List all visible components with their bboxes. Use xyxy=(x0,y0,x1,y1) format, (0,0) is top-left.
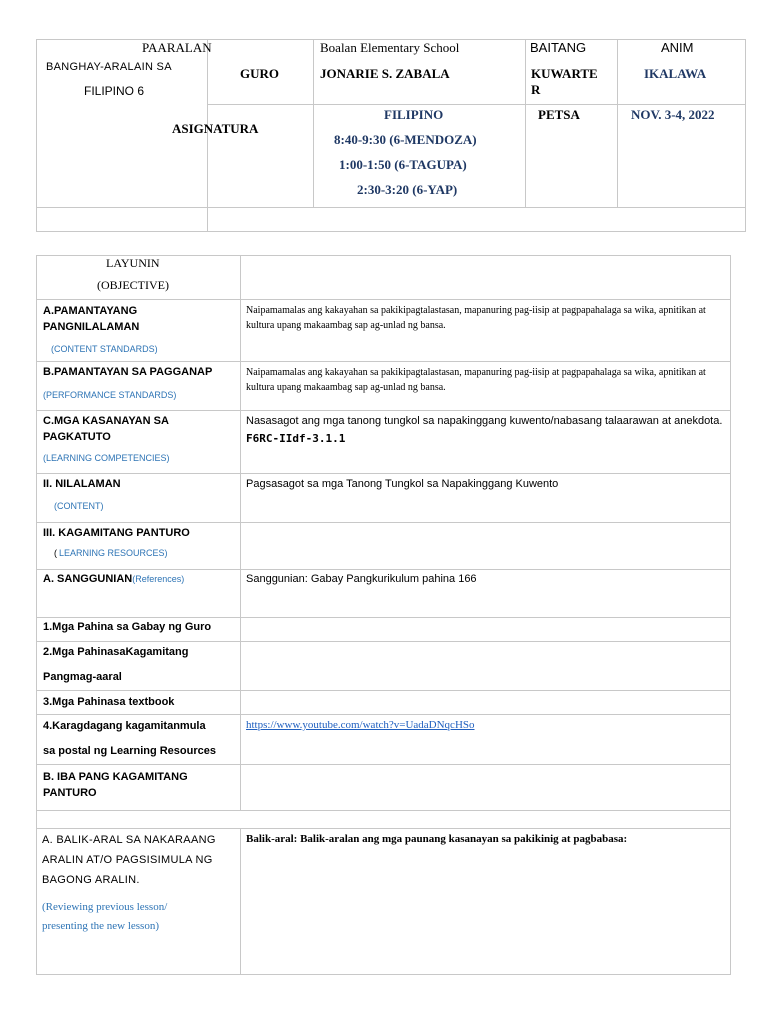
competencies-sub: (LEARNING COMPETENCIES) xyxy=(43,453,170,463)
review-sub-line: presenting the new lesson) xyxy=(42,920,159,932)
performance-standards-label: B.PAMANTAYAN SA PAGGANAP xyxy=(43,366,213,378)
schedule-item: 1:00-1:50 (6-TAGUPA) xyxy=(339,157,467,172)
youtube-link[interactable]: https://www.youtube.com/watch?v=UadaDNqcHSo xyxy=(246,719,475,731)
guro-label: GURO xyxy=(240,66,279,81)
petsa-value: NOV. 3-4, 2022 xyxy=(631,107,715,122)
kuwarter-label-wrap: R xyxy=(531,82,541,97)
sanggunian-label xyxy=(43,573,184,585)
competencies-text xyxy=(246,413,726,448)
paaralan-label: PAARALAN xyxy=(142,40,212,55)
competencies-label: C.MGA KASANAYAN SA PAGKATUTO xyxy=(43,415,169,443)
review-label-line: ARALIN AT/O PAGSISIMULA NG xyxy=(42,854,213,866)
subject-name: FILIPINO xyxy=(384,107,444,122)
baitang-label: BAITANG xyxy=(530,40,587,55)
plan-title-line2: FILIPINO 6 xyxy=(84,84,145,98)
sanggunian-label-text: A. SANGGUNIAN xyxy=(43,573,133,585)
sanggunian-text: Sanggunian: Gabay Pangkurikulum pahina 166 xyxy=(246,573,477,585)
petsa-label: PETSA xyxy=(538,107,580,122)
schedule-item: 8:40-9:30 (6-MENDOZA) xyxy=(334,132,477,147)
kagamitan-mag-aaral-label: 2.Mga PahinasaKagamitang xyxy=(43,646,189,658)
kuwarter-label: KUWARTE xyxy=(531,66,598,81)
performance-standards-sub: (PERFORMANCE STANDARDS) xyxy=(43,390,177,400)
competencies-text-body: Nasasagot ang mga tanong tungkol sa napakinggang kuwento/nabasang talaarawan at anekdota. xyxy=(246,415,723,427)
baitang-value: ANIM xyxy=(661,40,694,55)
karagdagan-label: 4.Karagdagang kagamitanmula xyxy=(43,720,206,732)
iba-pang-kagamitan-label: B. IBA PANG KAGAMITANG PANTURO xyxy=(43,771,188,799)
guro-value: JONARIE S. ZABALA xyxy=(320,66,450,81)
objective-heading-en: (OBJECTIVE) xyxy=(97,278,169,292)
competency-code: F6RC-IIdf-3.1.1 xyxy=(246,432,346,445)
textbook-label: 3.Mga Pahinasa textbook xyxy=(43,696,175,708)
sanggunian-sub: (References) xyxy=(132,574,185,584)
review-sub-line: (Reviewing previous lesson/ xyxy=(42,901,168,913)
kagamitan-sub-paren: ( xyxy=(54,548,57,558)
objective-heading: LAYUNIN xyxy=(106,256,160,270)
review-label-line: A. BALIK-ARAL SA NAKARAANG xyxy=(42,834,216,846)
gabay-guro-label: 1.Mga Pahina sa Gabay ng Guro xyxy=(43,621,212,633)
school-name: Boalan Elementary School xyxy=(320,40,460,55)
nilalaman-text: Pagsasagot sa mga Tanong Tungkol sa Napakinggang Kuwento xyxy=(246,478,559,490)
content-standards-label: A.PAMANTAYANG PANGNILALAMAN xyxy=(43,305,140,333)
review-label-line: BAGONG ARALIN. xyxy=(42,874,140,886)
review-content: Balik-aral: Balik-aralan ang mga paunang kasanayan sa pakikinig at pagbabasa: xyxy=(246,833,628,845)
content-standards-text: Naipamamalas ang kakayahan sa pakikipagtalastasan, mapanuring pag-iisip at pagpapahalaga sa wika, apnitikan at kultura upang makaambag sap ag-unlad ng bansa. xyxy=(246,305,706,331)
kuwarter-value: IKALAWA xyxy=(644,66,707,81)
kagamitan-mag-aaral-label-2: Pangmag-aaral xyxy=(43,671,122,683)
karagdagan-label-2: sa postal ng Learning Resources xyxy=(43,745,216,757)
kagamitan-label: III. KAGAMITANG PANTURO xyxy=(43,527,190,539)
nilalaman-sub: (CONTENT) xyxy=(54,501,104,511)
kagamitan-sub: LEARNING RESOURCES) xyxy=(59,548,168,558)
plan-title-line1: BANGHAY-ARALAIN SA xyxy=(46,61,172,73)
nilalaman-label: II. NILALAMAN xyxy=(43,478,121,490)
asignatura-label: ASIGNATURA xyxy=(172,121,259,136)
schedule-item: 2:30-3:20 (6-YAP) xyxy=(357,182,458,197)
performance-standards-text: Naipamamalas ang kakayahan sa pakikipagtalastasan, mapanuring pag-iisip at pagpapahalaga sa wika, apnitikan at kultura upang makaambag sap ag-unlad ng bansa. xyxy=(246,367,706,393)
content-standards-sub: (CONTENT STANDARDS) xyxy=(51,344,158,354)
